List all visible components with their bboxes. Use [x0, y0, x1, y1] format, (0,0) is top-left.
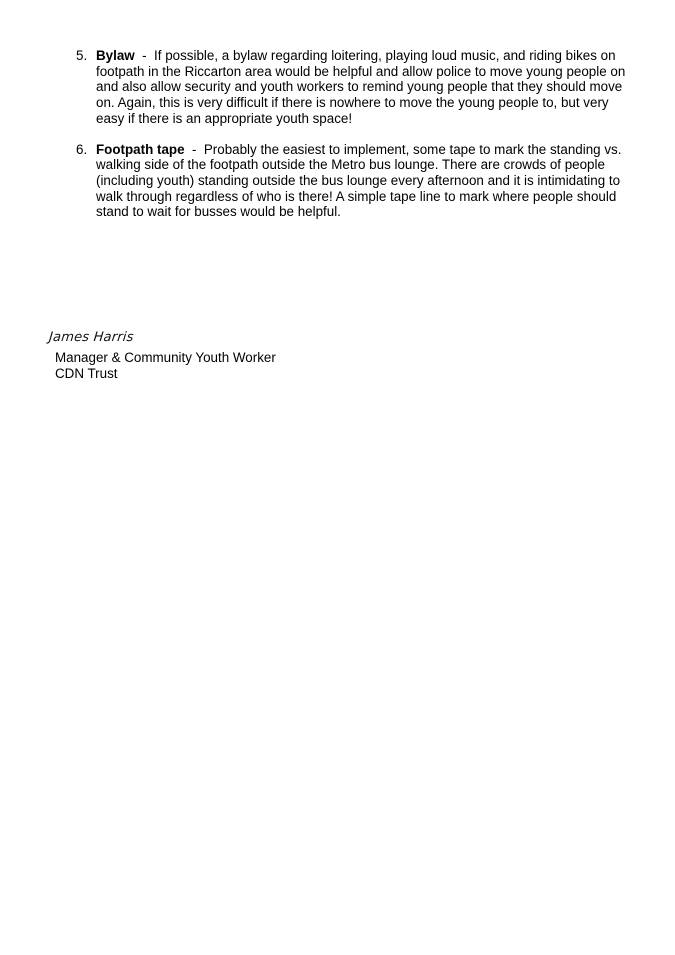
list-item-footpath-tape — [55, 142, 630, 221]
list-item-bylaw — [55, 48, 630, 127]
item-separator: - — [134, 48, 155, 63]
item-number: 6. — [76, 141, 88, 157]
signoff-role: Manager & Community Youth Worker — [55, 350, 276, 365]
item-text: If possible, a bylaw regarding loitering, playing loud music, and riding bikes on footpath in the Riccarton area would be helpful and allow police to move young people on and also allow security and youth workers to remind young people that they should move on. Again, this is very difficult if there is nowhere to move the young people to, but very easy if there is an appropriate youth space! — [96, 48, 626, 126]
handwritten-signature: James Harris — [48, 330, 135, 345]
signoff-organisation: CDN Trust — [55, 366, 118, 381]
item-title: Footpath tape — [96, 141, 185, 157]
signoff-block — [55, 350, 276, 382]
item-title: Bylaw — [96, 48, 135, 63]
item-number: 5. — [76, 48, 88, 63]
recommendation-list — [55, 48, 630, 220]
item-text: Probably the easiest to implement, some tape to mark the standing vs. walking side of the footpath outside the Metro bus lounge. There are crowds of people (including youth) standing outside the bus lounge every afternoon and it is intimidating to walk through regardless of who is there! A simple tape line to mark where people should stand to wait for busses would be helpful. — [96, 141, 622, 220]
item-separator: - — [184, 141, 204, 157]
